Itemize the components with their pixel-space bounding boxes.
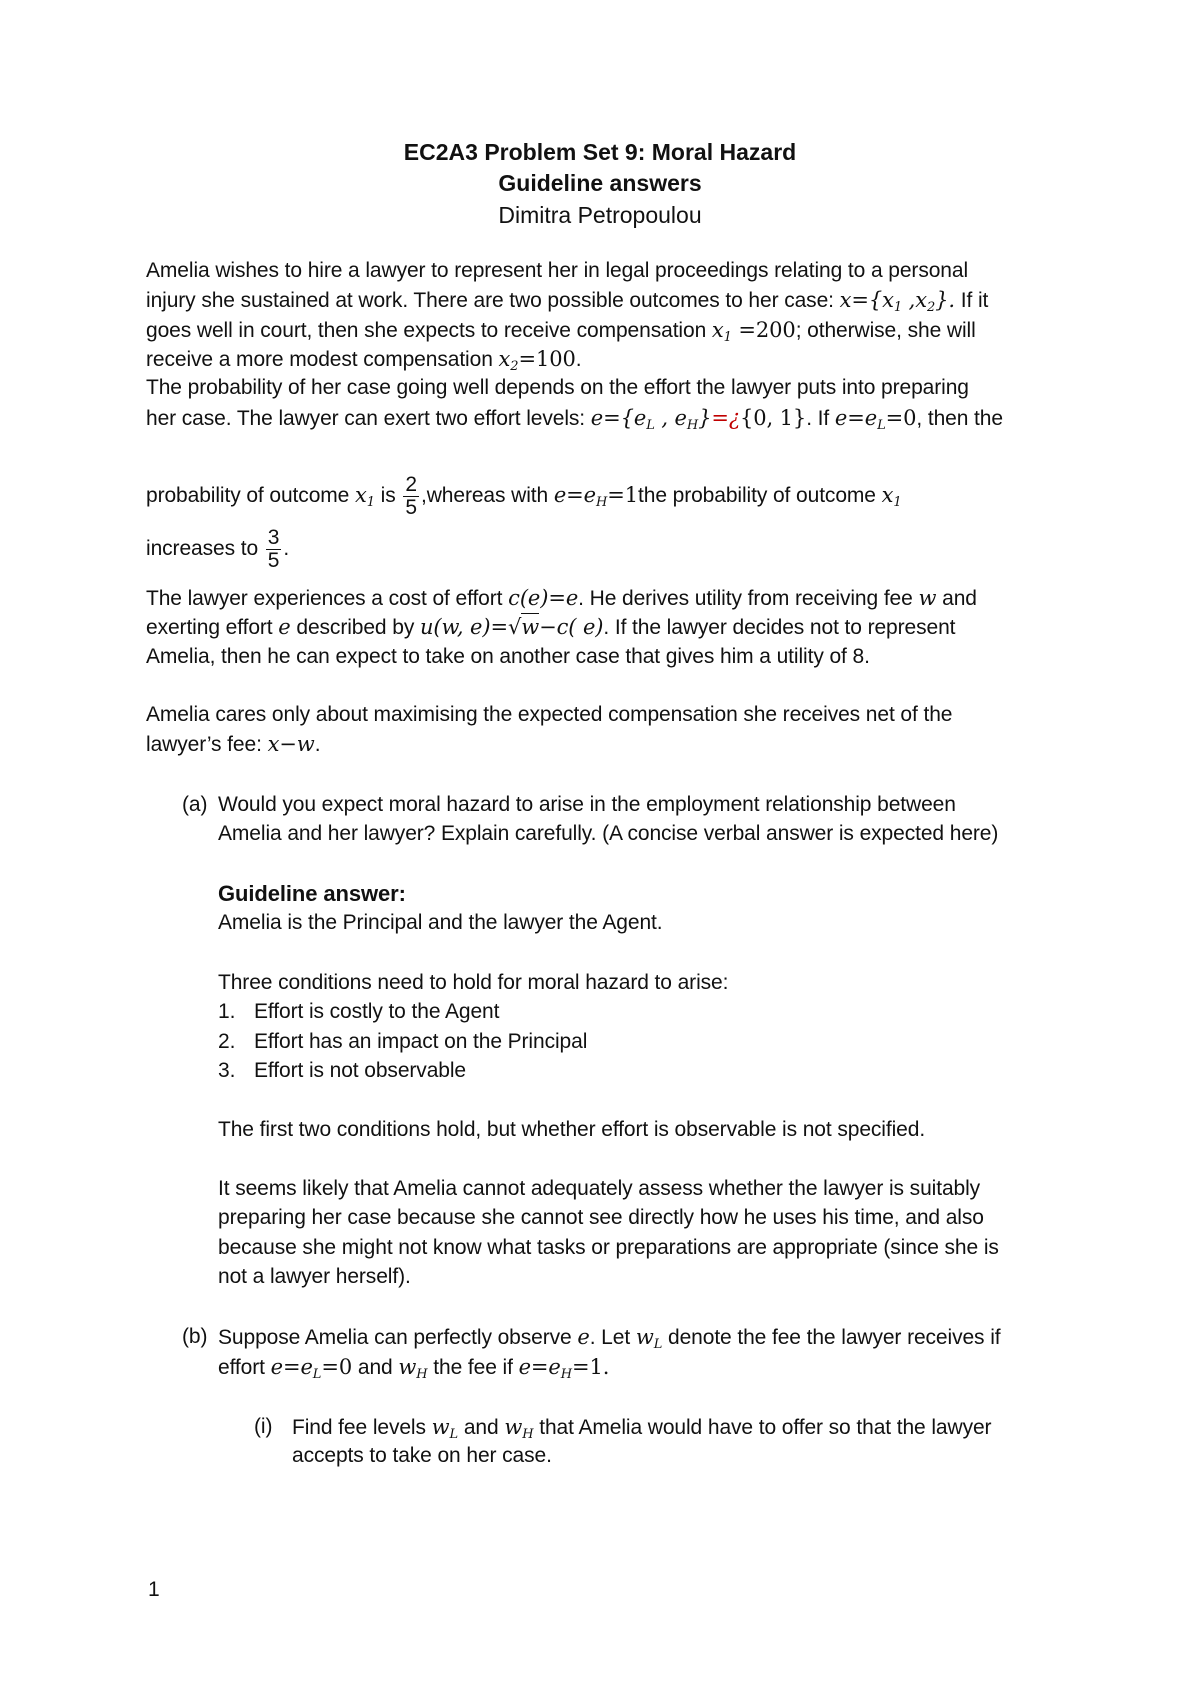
intro-line: receive a more modest compensation $x_2=100$. [146,347,582,374]
intro-line: increases to $\frac{3}{5}$ . [146,525,290,572]
subquestion-i-text: accepts to take on her case. [292,1444,552,1467]
condition-number: 1. [218,1000,236,1023]
subquestion-i-text: Find fee levels $w_L$ and $w_H$ that Amelia would have to offer so that the lawyer [292,1415,992,1442]
fraction-three-fifths: $\frac{3}{5}$ [267,525,280,572]
intro-line: Amelia cares only about maximising the expected compensation she receives net of the [146,703,953,726]
fraction-two-fifths: $\frac{2}{5}$ [405,472,417,519]
condition-text: Effort is not observable [254,1059,466,1082]
intro-line: Amelia wishes to hire a lawyer to represent her in legal proceedings relating to a personal [146,259,969,282]
answer-text: The first two conditions hold, but whether effort is observable is not specified. [218,1118,926,1141]
document-author: Dimitra Petropoulou [498,202,702,228]
condition-text: Effort has an impact on the Principal [254,1030,588,1053]
subquestion-i-label: (i) [254,1415,273,1438]
question-b-text: effort $e=e_L=0$ and $w_H$ the fee if $e=e_H=1$. [218,1355,610,1382]
answer-text: Amelia is the Principal and the lawyer the Agent. [218,911,663,934]
question-a-text: Amelia and her lawyer? Explain carefully. (A concise verbal answer is expected here) [218,822,999,845]
condition-number: 3. [218,1059,236,1082]
math-x2-value: $x_2$ [498,347,519,374]
intro-line: probability of outcome $x_1$ is $\frac{2}{5}$ ,whereas with $e=e_H=1the$ probability of outcome $x_1$ [146,472,902,519]
page-number: 1 [148,1578,160,1601]
math-effort-set: $e=\{e_L$ , $e_H\}=¿$ [590,406,740,433]
intro-line: goes well in court, then she expects to receive compensation $x_1 =200$; otherwise, she will [146,318,976,345]
intro-line: lawyer’s fee: x−w. [146,732,321,756]
intro-line: her case. The lawyer can exert two effort levels: $e=\{e_L$ , $e_H\}=¿\{0$, 1}. If $e=e_L=0$, then the [146,406,1003,433]
answer-text: because she might not know what tasks or preparations are appropriate (since she is [218,1236,999,1259]
intro-line: The lawyer experiences a cost of effort c(e)=e. He derives utility from receiving fee w and [146,586,977,610]
math-utility-function: u(w, e)=√w−c( e) [419,615,604,639]
answer-text: Three conditions need to hold for moral hazard to arise: [218,971,729,994]
condition-number: 2. [218,1030,236,1053]
document-subtitle: Guideline answers [498,170,702,196]
condition-text: Effort is costly to the Agent [254,1000,500,1023]
question-b-label: (b) [182,1325,208,1348]
math-outcome-set: $x=\{x_1$ $,x_2$}. [839,288,955,315]
document-title: EC2A3 Problem Set 9: Moral Hazard [403,139,797,165]
question-b-text: Suppose Amelia can perfectly observe e. Let $w_L$ denote the fee the lawyer receives if [218,1325,1001,1352]
intro-line: The probability of her case going well depends on the effort the lawyer puts into preparing [146,376,969,399]
guideline-answer-heading: Guideline answer: [218,881,406,906]
math-x1-value: $x_1$ [711,318,732,345]
intro-line: Amelia, then he can expect to take on another case that gives him a utility of 8. [146,645,870,668]
question-a-label: (a) [182,793,208,816]
intro-line: injury she sustained at work. There are two possible outcomes to her case: $x=\{x_1$ $,x_2$}. If it [146,288,989,315]
math-net-payoff: x−w [267,732,315,756]
intro-line: exerting effort e described by u(w, e)=√w−c( e). If the lawyer decides not to represent [146,615,956,639]
answer-text: It seems likely that Amelia cannot adequately assess whether the lawyer is suitably [218,1177,981,1200]
answer-text: preparing her case because she cannot see directly how he uses his time, and also [218,1206,984,1229]
answer-text: not a lawyer herself). [218,1265,411,1288]
question-a-text: Would you expect moral hazard to arise in the employment relationship between [218,793,956,816]
math-cost-function: c(e)=e [508,586,579,610]
